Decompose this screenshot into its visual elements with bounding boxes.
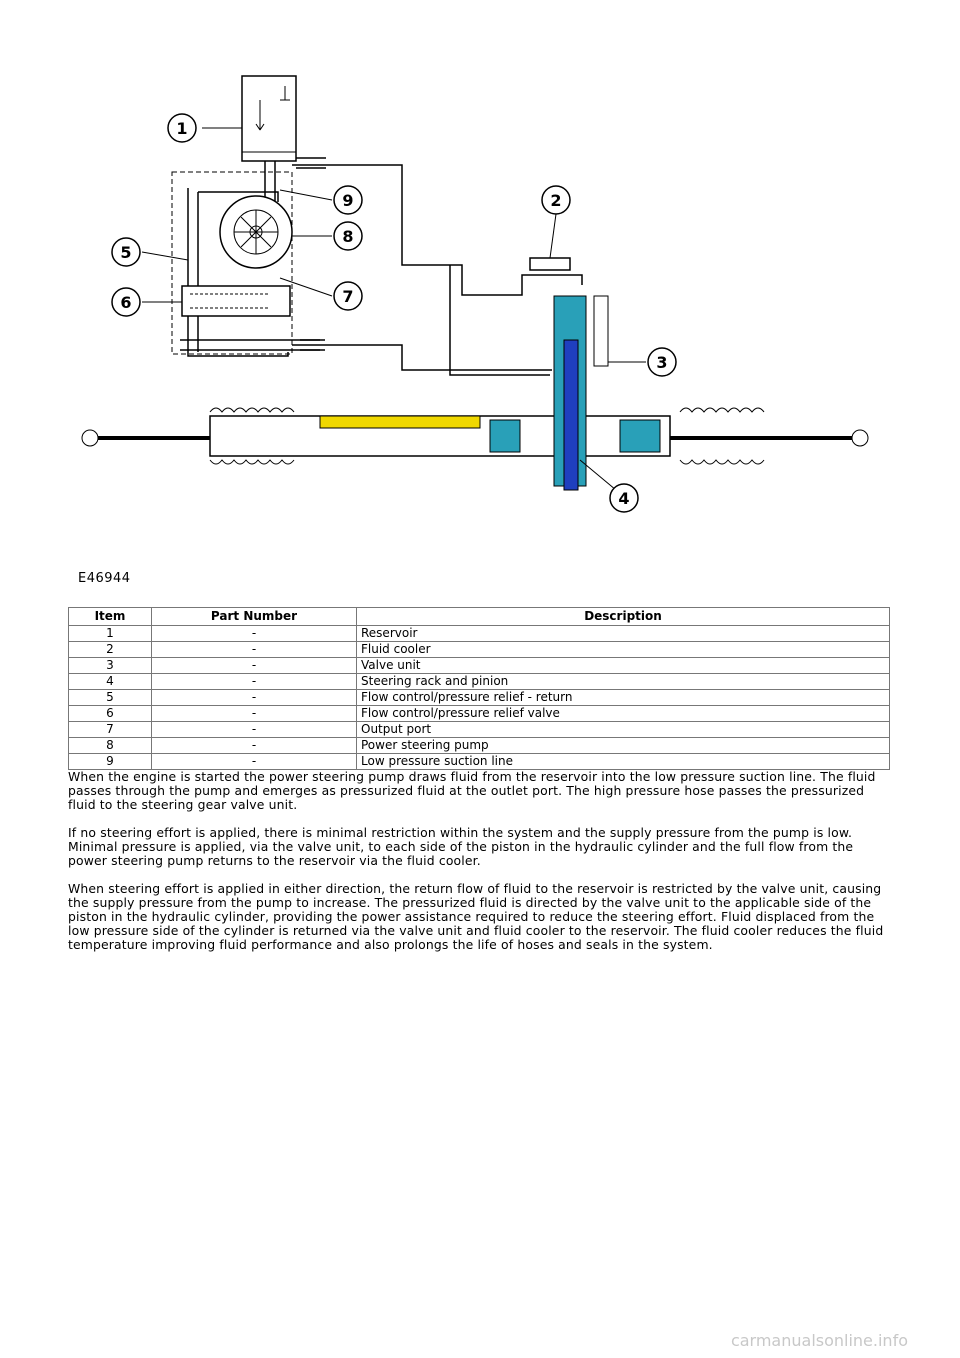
cell-item: 6: [69, 706, 152, 722]
callout-5: [112, 238, 188, 266]
cell-part: -: [152, 658, 357, 674]
table-row: [69, 722, 890, 738]
cell-item: 9: [69, 754, 152, 770]
cell-item: 2: [69, 642, 152, 658]
cell-desc: Low pressure suction line: [357, 754, 890, 770]
cell-desc: Flow control/pressure relief valve: [357, 706, 890, 722]
paragraph-no-steering-effort: If no steering effort is applied, there is minimal restriction within the system and the supply pressure from the pump is low. Minimal pressure is applied, via the valve unit, to each side of the piston in the hydraulic cylinder and the full flow from the power steering pump returns to the reservoir via the fluid cooler.: [68, 825, 854, 868]
power-steering-pump-illustration: [220, 196, 292, 268]
cell-part: -: [152, 706, 357, 722]
table-row: [69, 706, 890, 722]
cell-desc: Output port: [357, 722, 890, 738]
flow-control-valve-illustration: [182, 286, 290, 316]
callout-6-label: 6: [120, 293, 132, 312]
cell-item: 3: [69, 658, 152, 674]
table-header-row: [69, 608, 890, 626]
header-item: Item: [69, 608, 152, 626]
steering-rack-illustration: [82, 296, 868, 490]
cell-desc: Steering rack and pinion: [357, 674, 890, 690]
callout-8: [292, 222, 362, 250]
table-row: [69, 754, 890, 770]
table-row: [69, 642, 890, 658]
callout-1: [168, 114, 242, 142]
table-row: [69, 626, 890, 642]
callout-5-label: 5: [120, 243, 132, 262]
callout-7-label: 7: [342, 287, 354, 306]
cell-part: -: [152, 642, 357, 658]
callout-1-label: 1: [176, 119, 188, 138]
cell-desc: Reservoir: [357, 626, 890, 642]
cell-desc: Power steering pump: [357, 738, 890, 754]
paragraph-engine-start: When the engine is started the power steering pump draws fluid from the reservoir into the low pressure suction line. The fluid passes through the pump and emerges as pressurized fluid at the outlet port. The high pressure hose passes the pressurized fluid to the steering gear valve unit.: [68, 769, 876, 812]
cell-part: -: [152, 626, 357, 642]
callout-4: [580, 460, 638, 512]
cell-desc: Fluid cooler: [357, 642, 890, 658]
header-part-number: Part Number: [152, 608, 357, 626]
callout-2-label: 2: [550, 191, 562, 210]
cell-item: 7: [69, 722, 152, 738]
cell-desc: Flow control/pressure relief - return: [357, 690, 890, 706]
callout-2: [542, 186, 570, 258]
cell-item: 5: [69, 690, 152, 706]
cell-part: -: [152, 754, 357, 770]
cell-item: 4: [69, 674, 152, 690]
header-description: Description: [357, 608, 890, 626]
table-row: [69, 690, 890, 706]
callout-8-label: 8: [342, 227, 354, 246]
cell-part: -: [152, 690, 357, 706]
callout-9-label: 9: [342, 191, 354, 210]
reservoir-illustration: [242, 76, 296, 161]
callout-4-label: 4: [618, 489, 630, 508]
cell-item: 1: [69, 626, 152, 642]
cell-part: -: [152, 722, 357, 738]
watermark-footer: carmanualsonline.info: [730, 1331, 908, 1350]
power-steering-diagram: [60, 40, 900, 600]
callout-3: [608, 348, 676, 376]
table-row: [69, 674, 890, 690]
table-row: [69, 738, 890, 754]
cell-part: -: [152, 674, 357, 690]
cell-desc: Valve unit: [357, 658, 890, 674]
table-row: [69, 658, 890, 674]
cell-item: 8: [69, 738, 152, 754]
paragraph-steering-effort-applied: When steering effort is applied in either direction, the return flow of fluid to the reservoir is restricted by the valve unit, causing the supply pressure from the pump to increase. The pressurized fluid is directed by the valve unit to the applicable side of the piston in the hydraulic cylinder, providing the power assistance required to reduce the steering effort. Fluid displaced from the low pressure side of the cylinder is returned via the valve unit and fluid cooler to the reservoir. The fluid cooler reduces the fluid temperature improving fluid performance and also prolongs the life of hoses and seals in the system.: [68, 881, 884, 952]
cell-part: -: [152, 738, 357, 754]
parts-table: [68, 607, 890, 770]
callout-3-label: 3: [656, 353, 668, 372]
figure-id: E46944: [78, 571, 131, 586]
